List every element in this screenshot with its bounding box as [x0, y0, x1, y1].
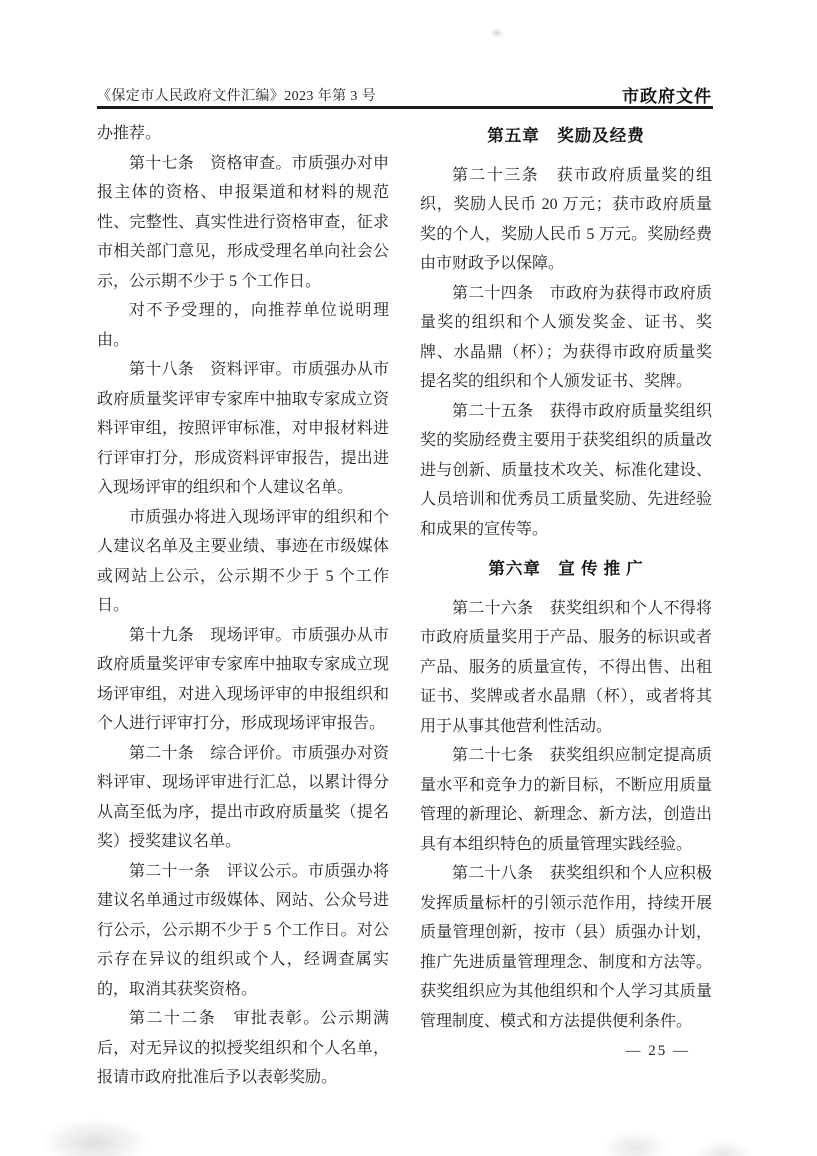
right-column	[420, 119, 712, 1036]
chapter-6-heading: 第六章 宣 传 推 广	[488, 559, 644, 578]
paragraph-continuation: 办推荐。	[97, 125, 162, 142]
paragraph-article-26: 第二十六条 获奖组织和个人不得将市政府质量奖用于产品、服务的标识或者产品、服务的质量宣传，不得出售、出租证书、奖牌或者水晶鼎（杯），或者将其用于从事其他营利性活动。	[420, 599, 712, 735]
paragraph-article-19: 第十九条 现场评审。市质强办从市政府质量奖评审专家库中抽取专家成立现场评审组，对进入现场评审的申报组织和个人进行评审打分，形成现场评审报告。	[97, 626, 389, 732]
paragraph-article-22: 第二十二条 审批表彰。公示期满后，对无异议的拟授奖组织和个人名单，报请市政府批准后予以表彰奖励。	[97, 1010, 389, 1086]
left-column	[97, 119, 389, 1093]
paragraph-rejection-note: 对不予受理的，向推荐单位说明理由。	[97, 302, 389, 349]
scan-smudge	[693, 1140, 753, 1156]
paragraph-article-27: 第二十七条 获奖组织应制定提高质量水平和竞争力的新目标，不断应用质量管理的新理论、新理念、新方法，创造出具有本组织特色的质量管理实践经验。	[420, 747, 712, 853]
header-rule	[97, 106, 713, 109]
paragraph-article-24: 第二十四条 市政府为获得市政府质量奖的组织和个人颁发奖金、证书、奖牌、水晶鼎（杯）；为获得市政府质量奖提名奖的组织和个人颁发证书、奖牌。	[420, 284, 712, 390]
scan-smudge	[40, 1118, 150, 1156]
header-volume-title: 《保定市人民政府文件汇编》2023 年第 3 号	[97, 89, 377, 104]
paragraph-article-17: 第十七条 资格审查。市质强办对申报主体的资格、申报渠道和材料的规范性、完整性、真实性进行资格审查，征求市相关部门意见，形成受理名单向社会公示，公示期不少于 5 个工作日。	[97, 154, 389, 290]
header-doc-type: 市政府文件	[622, 87, 712, 106]
paragraph-article-23: 第二十三条 获市政府质量奖的组织，奖励人民币 20 万元；获市政府质量奖的个人，奖励人民币 5 万元。奖励经费由市财政予以保障。	[420, 166, 712, 272]
paragraph-article-21: 第二十一条 评议公示。市质强办将建议名单通过市级媒体、网站、公众号进行公示，公示期不少于 5 个工作日。对公示存在异议的组织或个人，经调查属实的，取消其获奖资格。	[97, 862, 389, 998]
scan-smudge	[600, 1130, 670, 1156]
paragraph-article-25: 第二十五条 获得市政府质量奖组织奖的奖励经费主要用于获奖组织的质量改进与创新、质量技术攻关、标准化建设、人员培训和优秀员工质量奖励、先进经验和成果的宣传等。	[420, 402, 712, 538]
chapter-5-heading: 第五章 奖励及经费	[487, 126, 645, 145]
paragraph-article-20: 第二十条 综合评价。市质强办对资料评审、现场评审进行汇总，以累计得分从高至低为序，提出市政府质量奖（提名奖）授奖建议名单。	[97, 744, 389, 850]
scan-smudge	[490, 28, 504, 38]
page-number: — 25 —	[625, 1043, 690, 1059]
paragraph-publicity-note: 市质强办将进入现场评审的组织和个人建议名单及主要业绩、事迹在市级媒体或网站上公示，公示期不少于 5 个工作日。	[97, 508, 389, 614]
paragraph-article-28: 第二十八条 获奖组织和个人应积极发挥质量标杆的引领示范作用，持续开展质量管理创新，按市（县）质强办计划，推广先进质量管理理念、制度和方法等。获奖组织应为其他组织和个人学习其质量管理制度、模式和方法提供便利条件。	[420, 865, 712, 1030]
paragraph-article-18: 第十八条 资料评审。市质强办从市政府质量奖评审专家库中抽取专家成立资料评审组，按照评审标准，对申报材料进行评审打分，形成资料评审报告，提出进入现场评审的组织和个人建议名单。	[97, 361, 389, 496]
